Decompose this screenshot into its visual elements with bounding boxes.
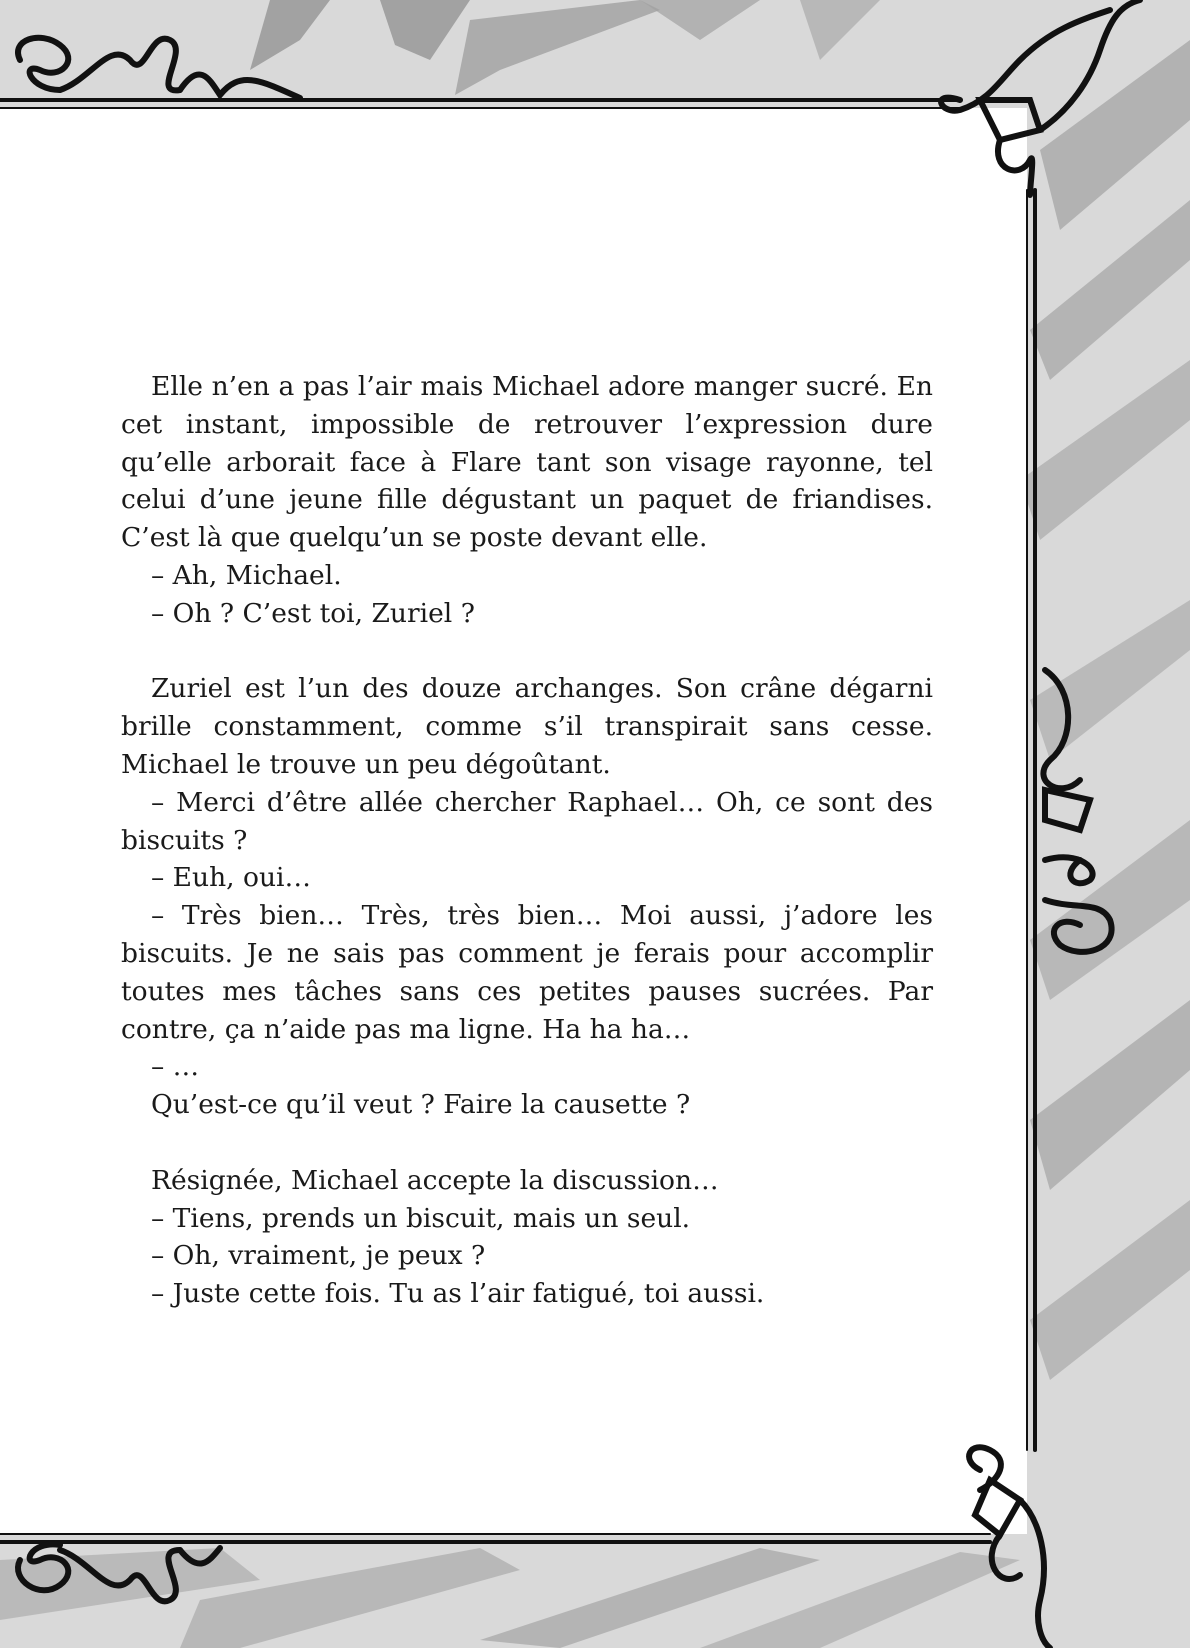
dialogue-line: – Très bien… Très, très bien… Moi aussi, j’adore les biscuits. Je ne sais pas comment je ferais pour accomplir toutes mes tâches sans ces petites pauses sucrées. Par contre, ça n’aide pas ma ligne. Ha ha ha… <box>121 900 933 1045</box>
flourish-top-left <box>18 38 300 98</box>
paragraph: Zuriel est l’un des douze archanges. Son crâne dégarni brille constamment, comme s’il transpirait sans cesse. Michael le trouve un peu dégoûtant. <box>121 673 933 780</box>
dialogue-line: – Juste cette fois. Tu as l’air fatigué, toi aussi. <box>151 1278 765 1310</box>
paragraph: Résignée, Michael accepte la discussion… <box>151 1164 719 1196</box>
dialogue-line: – Merci d’être allée chercher Raphael… Oh, ce sont des biscuits ? <box>121 786 933 856</box>
flourish-bottom-left <box>18 1544 220 1601</box>
dialogue-line: – … <box>151 1051 200 1083</box>
flourish-right-middle <box>1043 670 1111 952</box>
dialogue-line: – Euh, oui… <box>151 862 311 894</box>
paragraph-gap <box>121 1124 933 1162</box>
body-text <box>121 368 933 1313</box>
paragraph-gap <box>121 633 933 671</box>
dialogue-line: – Oh ? C’est toi, Zuriel ? <box>151 597 475 629</box>
flourish-top-right <box>941 0 1140 195</box>
flourish-bottom-right <box>969 1447 1050 1648</box>
dialogue-line: – Tiens, prends un biscuit, mais un seul. <box>151 1202 691 1234</box>
dialogue-line: – Oh, vraiment, je peux ? <box>151 1240 486 1272</box>
paragraph: Qu’est-ce qu’il veut ? Faire la causette ? <box>151 1089 691 1121</box>
paragraph: Elle n’en a pas l’air mais Michael adore manger sucré. En cet instant, impossible de retrouver l’expression dure qu’elle arborait face à Flare tant son visage rayonne, tel celui d’une jeune fille dégustant un paquet de friandises. C’est là que quelqu’un se poste devant elle. <box>121 371 933 554</box>
dialogue-line: – Ah, Michael. <box>151 559 342 591</box>
